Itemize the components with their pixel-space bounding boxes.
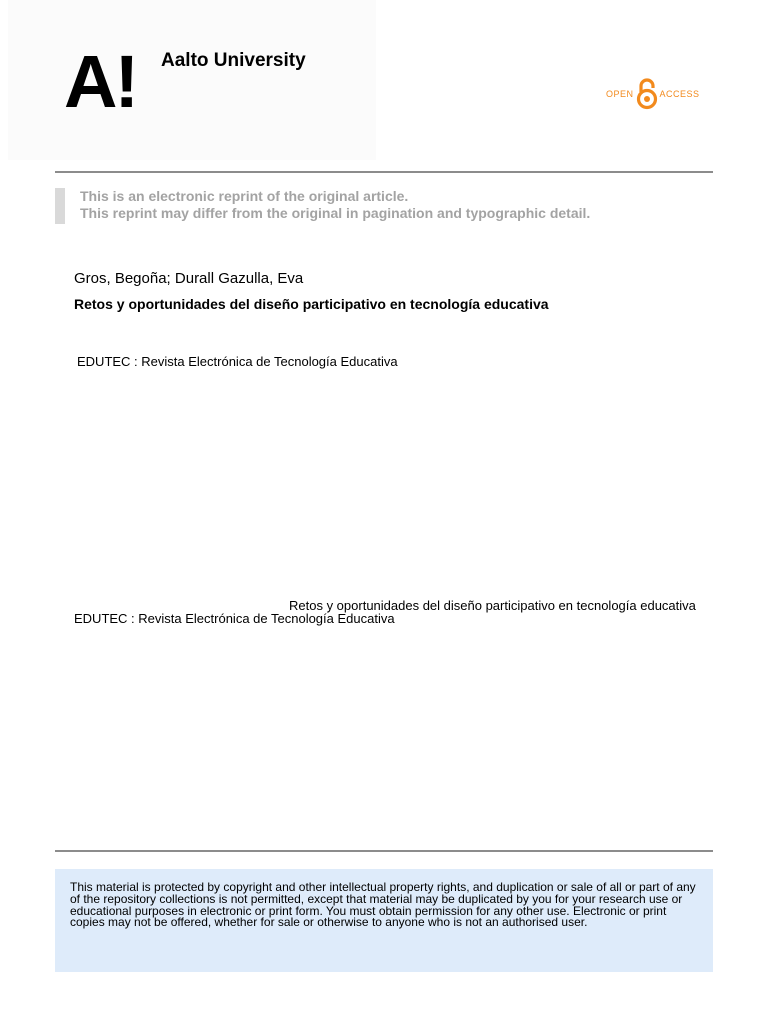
open-access-left-label: OPEN xyxy=(606,89,634,99)
running-header-journal: EDUTEC : Revista Electrónica de Tecnología Educativa xyxy=(74,611,395,626)
running-header-title: Retos y oportunidades del diseño participativo en tecnología educativa xyxy=(289,598,696,613)
notice-accent-bar xyxy=(55,188,65,224)
open-access-lock-icon xyxy=(636,78,658,110)
aalto-logo-mark: A! xyxy=(64,40,137,123)
header-divider xyxy=(55,171,713,173)
copyright-notice-text: This material is protected by copyright and other intellectual property rights, and duplication or sale of all or part of any of the repository collections is not permitted, except that material may be duplicated by you for your research use or educational purposes in electronic or print form. You must obtain permission for any other use. Electronic or print copies may not be offered, whether for sale or otherwise to anyone who is not an authorised user. xyxy=(70,880,696,930)
citation-authors: Gros, Begoña; Durall Gazulla, Eva xyxy=(74,270,304,287)
aalto-logo-name: Aalto University xyxy=(161,50,306,71)
reprint-notice xyxy=(80,188,590,222)
citation-journal: EDUTEC : Revista Electrónica de Tecnología Educativa xyxy=(77,354,398,369)
footer-divider xyxy=(55,850,713,852)
open-access-badge xyxy=(606,78,700,110)
reprint-notice-line-2: This reprint may differ from the original in pagination and typographic detail. xyxy=(80,205,591,221)
citation-title: Retos y oportunidades del diseño participativo en tecnología educativa xyxy=(74,296,549,312)
open-access-right-label: ACCESS xyxy=(659,89,700,99)
reprint-notice-line-1: This is an electronic reprint of the original article. xyxy=(80,188,409,204)
copyright-notice-box xyxy=(55,869,713,972)
